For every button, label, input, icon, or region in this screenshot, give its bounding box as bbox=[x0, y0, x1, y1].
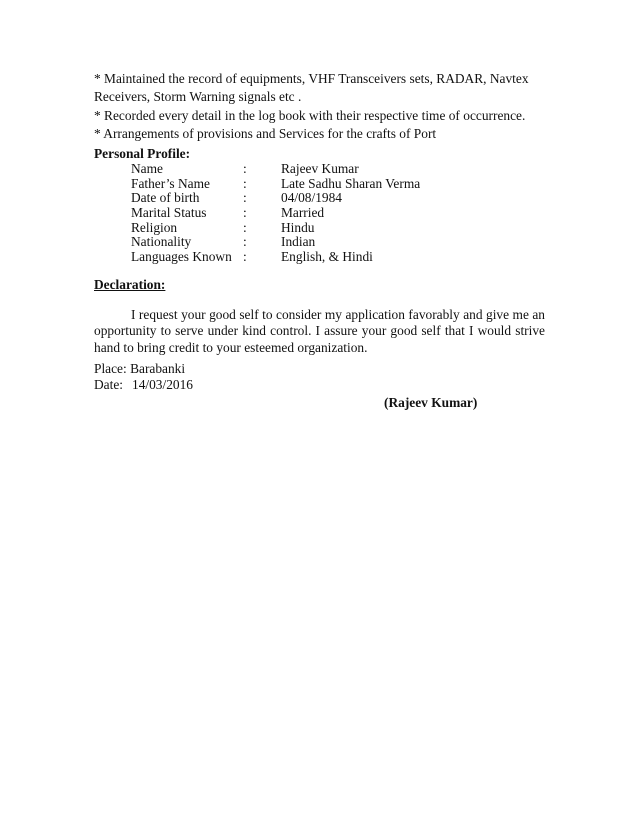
date-value: 14/03/2016 bbox=[132, 377, 194, 393]
duty-line: * Recorded every detail in the log book with their respective time of occurrence. bbox=[94, 107, 526, 123]
profile-label: Date of birth bbox=[131, 190, 200, 206]
profile-label: Marital Status bbox=[131, 205, 207, 221]
declaration-paragraph: I request your good self to consider my application favorably and give me an opportunity to serve under kind control. I assure your good self that I would strive hand to bring credit to your esteemed organization. bbox=[94, 307, 545, 355]
profile-colon: : bbox=[243, 190, 247, 206]
place-date-block bbox=[94, 361, 193, 394]
date-label: Date: bbox=[94, 377, 123, 393]
profile-colon: : bbox=[243, 219, 247, 235]
profile-label: Religion bbox=[131, 219, 178, 235]
duties-list bbox=[94, 70, 554, 143]
profile-value: Indian bbox=[281, 234, 316, 250]
profile-value: Married bbox=[281, 205, 325, 221]
date-line bbox=[94, 377, 193, 393]
profile-value: Late Sadhu Sharan Verma bbox=[281, 175, 421, 191]
profile-colon: : bbox=[243, 161, 247, 176]
profile-value: English, & Hindi bbox=[281, 249, 373, 265]
duty-line: Receivers, Storm Warning signals etc . bbox=[94, 89, 302, 105]
profile-label: Languages Known bbox=[131, 249, 232, 265]
profile-label: Nationality bbox=[131, 234, 192, 250]
profile-colon: : bbox=[243, 205, 247, 221]
profile-value: 04/08/1984 bbox=[281, 190, 343, 206]
duty-line: * Maintained the record of equipments, VHF Transceivers sets, RADAR, Navtex bbox=[94, 71, 529, 86]
profile-colon: : bbox=[243, 249, 247, 265]
profile-label: Father’s Name bbox=[131, 175, 210, 191]
place-line: Place: Barabanki bbox=[94, 361, 186, 376]
duty-line: * Arrangements of provisions and Services for the crafts of Port bbox=[94, 125, 437, 141]
profile-colon: : bbox=[243, 175, 247, 191]
personal-profile-heading: Personal Profile: bbox=[94, 146, 191, 161]
signature-name: (Rajeev Kumar) bbox=[384, 395, 478, 410]
profile-value: Rajeev Kumar bbox=[281, 161, 359, 176]
declaration-heading: Declaration: bbox=[94, 277, 166, 292]
profile-value: Hindu bbox=[281, 219, 315, 235]
profile-label: Name bbox=[131, 161, 163, 176]
profile-colon: : bbox=[243, 234, 247, 250]
